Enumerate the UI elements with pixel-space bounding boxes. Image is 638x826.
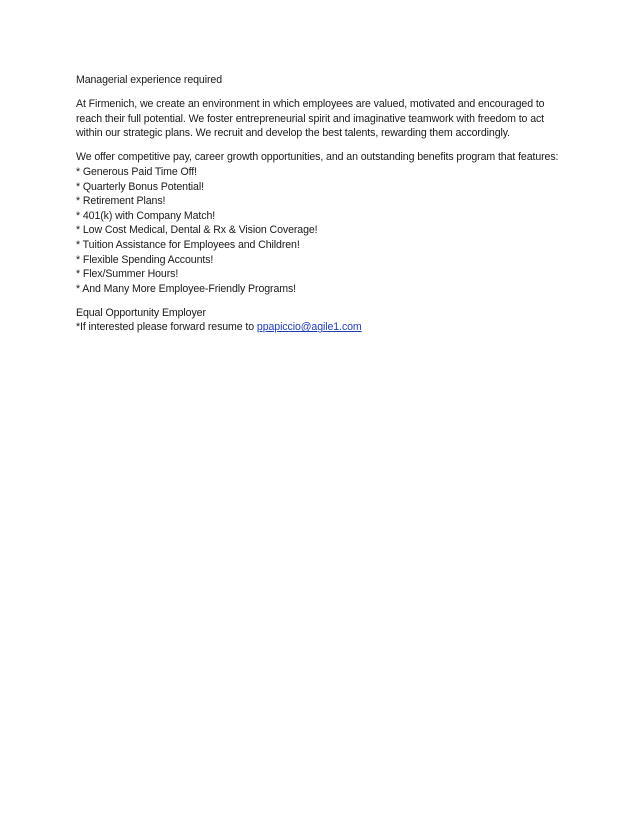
benefit-item: * 401(k) with Company Match! [76, 209, 216, 222]
benefits-intro-text: We offer competitive pay, career growth opportunities, and an outstanding benefits program that features: [76, 151, 559, 164]
benefit-item: * Low Cost Medical, Dental & Rx & Vision Coverage! [76, 224, 318, 237]
company-intro-paragraph: At Firmenich, we create an environment in which employees are valued, motivated and encouraged to reach their full potential. We foster entrepreneurial spirit and imaginative teamwork with freedom to act within our strategic plans. We recruit and develop the best talents, rewarding them accordingly. [76, 98, 545, 140]
document-body [76, 73, 566, 345]
contact-prefix-text: *If interested please forward resume to [76, 321, 257, 334]
benefit-item: * Retirement Plans! [76, 195, 166, 208]
contact-email-link[interactable]: ppapiccio@agile1.com [256, 321, 362, 334]
benefit-item: * And Many More Employee-Friendly Programs! [76, 282, 297, 295]
contact-section [76, 306, 566, 335]
benefits-list [76, 165, 566, 296]
benefit-item: * Tuition Assistance for Employees and Children! [76, 238, 300, 251]
eoe-text: Equal Opportunity Employer [76, 306, 206, 319]
requirement-text: Managerial experience required [76, 74, 222, 86]
benefit-item: * Generous Paid Time Off! [76, 165, 197, 178]
benefit-item: * Flex/Summer Hours! [76, 268, 179, 281]
benefit-item: * Quarterly Bonus Potential! [76, 180, 204, 193]
benefit-item: * Flexible Spending Accounts! [76, 253, 214, 266]
contact-line [76, 320, 566, 335]
benefits-section [76, 150, 566, 296]
